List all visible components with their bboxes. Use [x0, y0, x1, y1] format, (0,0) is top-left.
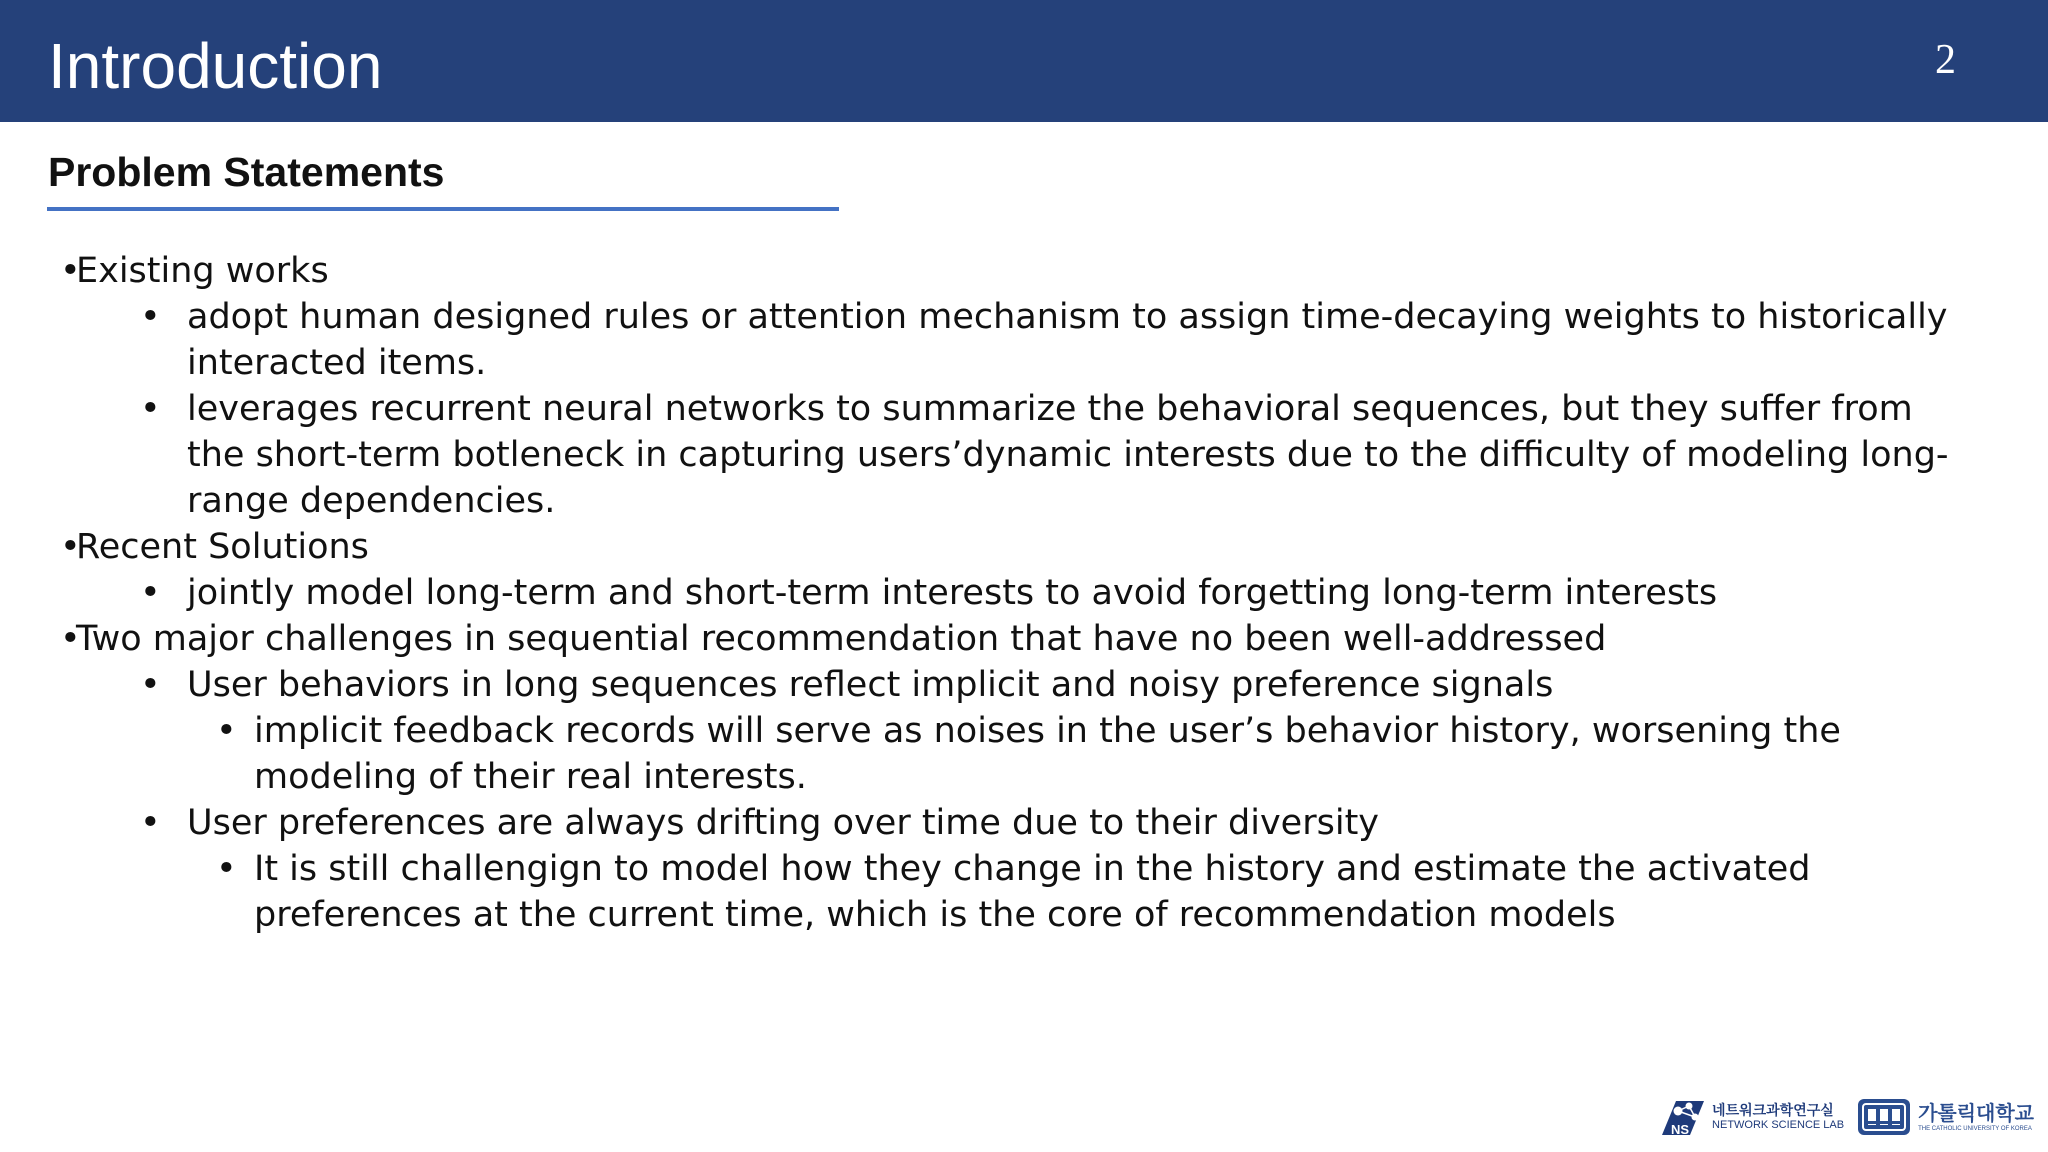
university-emblem-icon [1856, 1095, 1912, 1139]
sub-bullet-text: jointly model long-term and short-term interests to avoid forgetting long-term interests [187, 573, 1718, 613]
section-underline [47, 207, 839, 211]
sub-bullet-text: leverages recurrent neural networks to summarize the behavioral sequences, but they suffer from the short-term botleneck in capturing users’dynamic interests due to the difficulty of modeling long-range dependencies. [187, 389, 1949, 521]
bullet-label: Existing works [76, 251, 329, 291]
sub-bullet-text: User behaviors in long sequences reflect implicit and noisy preference signals [187, 665, 1554, 705]
bullet-icon: • [140, 389, 161, 429]
sub-bullet [60, 294, 1960, 386]
ns-lab-english-name: NETWORK SCIENCE LAB [1712, 1118, 1845, 1131]
bullet-content [60, 248, 1960, 938]
university-korean-name: 가톨릭대학교 [1918, 1100, 2034, 1125]
bullet-challenges [60, 616, 1960, 662]
bullet-existing-works [60, 248, 1960, 294]
ns-lab-logo-icon [1658, 1095, 1708, 1139]
bullet-icon: • [216, 849, 237, 889]
sub-sub-bullet [60, 708, 1960, 800]
sub-bullet-text: adopt human designed rules or attention mechanism to assign time-decaying weights to historically interacted items. [187, 297, 1948, 383]
catholic-university-logo [1856, 1095, 2034, 1139]
bullet-icon: • [60, 251, 81, 291]
bullet-icon: • [140, 665, 161, 705]
sub-bullet-text: User preferences are always drifting over time due to their diversity [187, 803, 1379, 843]
sub-sub-bullet-text: implicit feedback records will serve as noises in the user’s behavior history, worsening the modeling of their real interests. [254, 711, 1841, 797]
slide-title: Introduction [48, 30, 383, 102]
bullet-recent-solutions [60, 524, 1960, 570]
bullet-label: Recent Solutions [76, 527, 369, 567]
university-english-name: THE CATHOLIC UNIVERSITY OF KOREA [1918, 1125, 2032, 1132]
bullet-icon: • [140, 297, 161, 337]
bullet-icon: • [216, 711, 237, 751]
ns-lab-korean-name: 네트워크과학연구실 [1712, 1102, 1834, 1119]
bullet-icon: • [140, 573, 161, 613]
sub-bullet [60, 800, 1960, 846]
bullet-icon: • [60, 619, 81, 659]
section-title: Problem Statements [48, 149, 445, 195]
network-science-lab-logo [1658, 1095, 1844, 1139]
page-number: 2 [1935, 37, 1956, 83]
sub-bullet [60, 570, 1960, 616]
sub-bullet [60, 386, 1960, 524]
footer-logos [1658, 1092, 2034, 1142]
sub-bullet [60, 662, 1960, 708]
sub-sub-bullet [60, 846, 1960, 938]
ns-logo-mark: NS [1671, 1122, 1690, 1137]
header-bar [0, 0, 2048, 122]
sub-sub-bullet-text: It is still challengign to model how they change in the history and estimate the activated preferences at the current time, which is the core of recommendation models [254, 849, 1811, 935]
bullet-label: Two major challenges in sequential recommendation that have no been well-addressed [76, 619, 1607, 659]
bullet-icon: • [140, 803, 161, 843]
bullet-icon: • [60, 527, 81, 567]
